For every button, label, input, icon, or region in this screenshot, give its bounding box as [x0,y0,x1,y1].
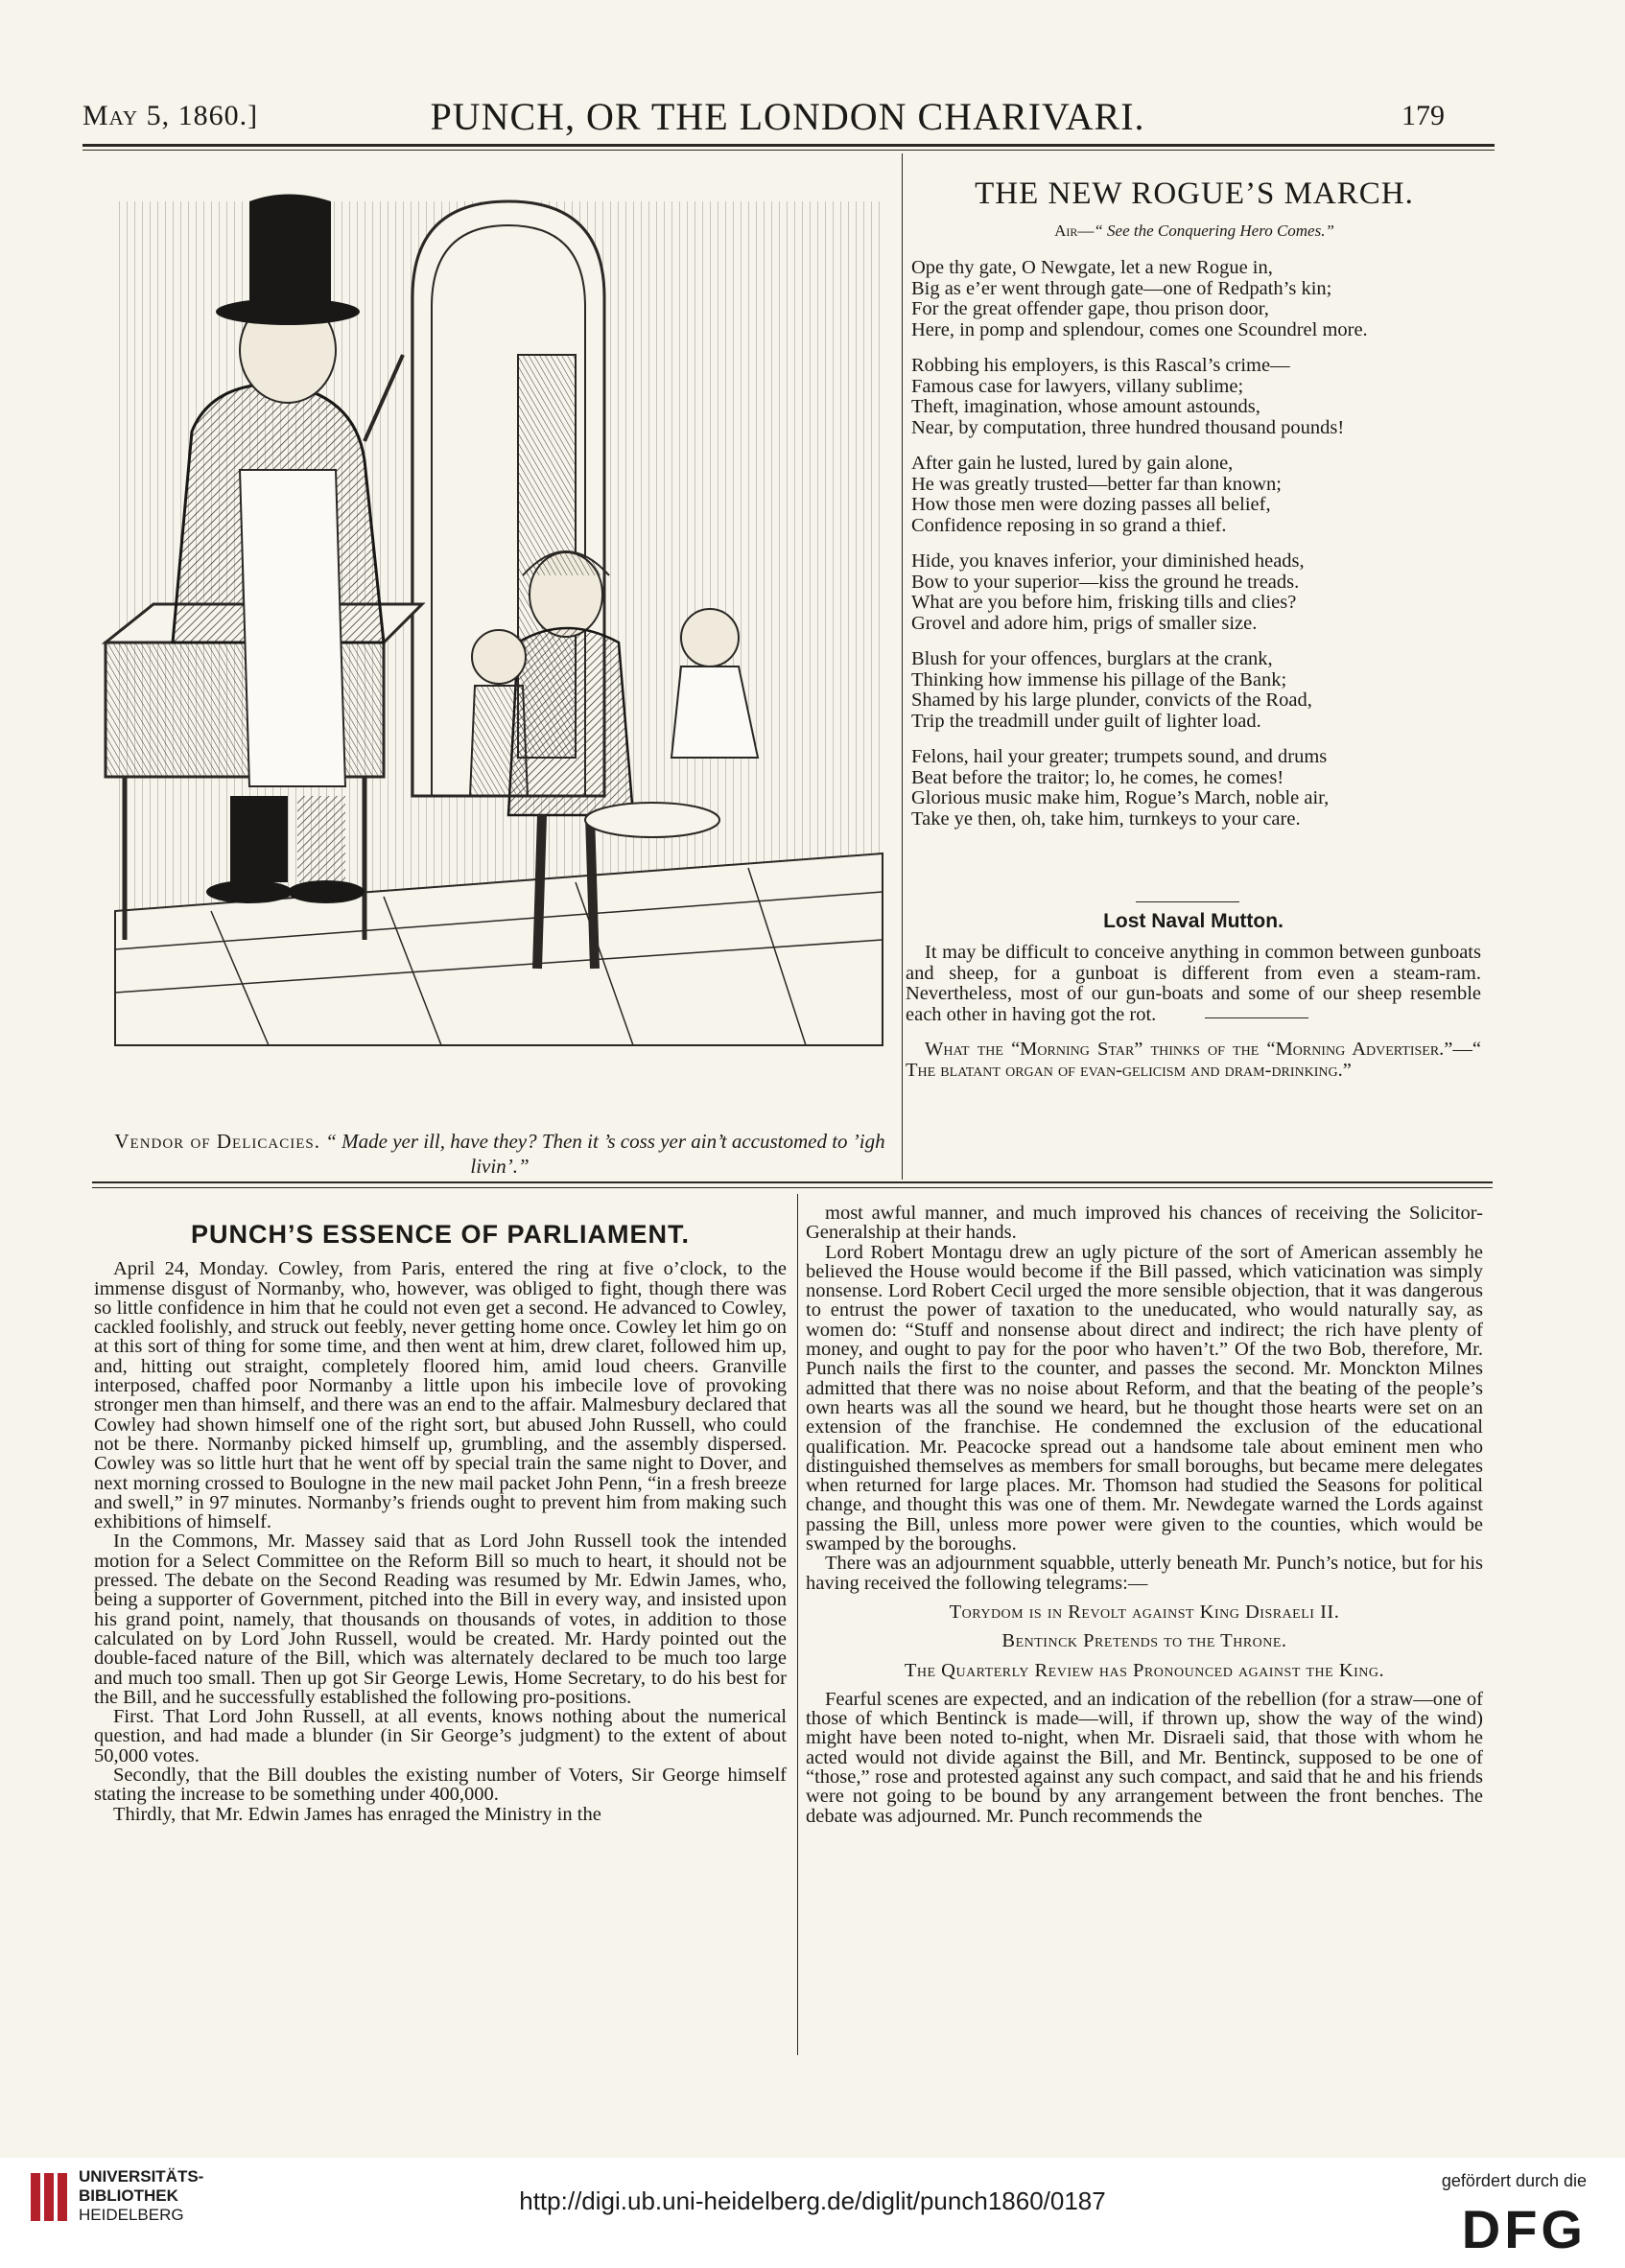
poem-stanza [911,258,1477,340]
lost-naval-body: It may be difficult to conceive anything in common between gunboats and sheep, for a gunboat is different from even a steam-ram. Nevertheless, most of our gun-boats and some of our sheep resemble each other in having got the rot. [906,942,1481,1025]
poem-line: Famous case for lawyers, villany sublime; [911,375,1244,397]
funded-by-text: gefördert durch die [1441,2171,1587,2190]
library-line-3: HEIDELBERG [79,2206,184,2224]
poem-line: Confidence reposing in so grand a thief. [911,514,1227,536]
poem-line: Hide, you knaves inferior, your diminished heads, [911,550,1305,572]
lost-naval-mutton-section [906,901,1481,1081]
cartoon-illustration [96,182,902,1141]
poem-line: Here, in pomp and splendour, comes one Scoundrel more. [911,318,1368,340]
poem-line: Beat before the traitor; lo, he comes, he comes! [911,766,1284,788]
closing-paragraph: Fearful scenes are expected, and an indication of the rebellion (for a straw—one of those of which Bentinck is made—will, if thrown up, show the way of the wind) might have been noted to-night, when Mr. Disraeli said, that those with whom he acted would not divide against the Bill, and Mr. Bentinck, supposed to be one of “those,” rose and protested against any such compact, and said that he and his friends were not going to be bound by any arrangement between the front benches. The debate was adjourned. Mr. Punch recommends the [806,1688,1483,1827]
section-divider-top [92,1181,1493,1183]
essence-right-paragraphs [806,1204,1483,1593]
essence-paragraph: April 24, Monday. Cowley, from Paris, entered the ring at five o’clock, to the immense disgust of Normanby, who, however, was obliged to fight, though there was so little confidence in him that he could not even get a second. He advanced to Cowley, cackled foolishly, and struck out feebly, never getting home once. Cowley let him go on at this sort of thing for some time, and then went at him, drew claret, followed him up, and, hitting out straight, completely floored him, amid loud cheers. Granville interposed, chaffed poor Normanby a little upon his imbecile love of provoking stronger men than himself, and there was an end to the affair. Malmesbury declared that Cowley had shown himself one of the right sort, but abused John Russell, who could not be there. Normanby picked himself up, grumbling, and the assembly dispersed. Cowley was so little hurt that he went off by special train the same night to Dover, and next morning crossed to Boulogne in the new mail packet John Penn, “in a fresh breeze and swell,” in 97 minutes. Normanby’s friends ought to prevent him from making such exhibitions of himself. [94,1258,787,1533]
essence-paragraph: In the Commons, Mr. Massey said that as Lord John Russell took the intended motion for a Select Committee on the Reform Bill so much to heart, it should not be pressed. The debate on the Second Reading was resumed by Mr. Edwin James, who, being a supporter of Government, pitched into the Bill in every way, and insisted upon his grand point, namely, that thousands on thousands of votes, in addition to those calculated on by Lord John Russell, would be created. Mr. Hardy pointed out the double-faced nature of the Bill, which was alternately declared to be much too large and much too small. Then up got Sir George Lewis, Home Secretary, to do his best for the Bill, and he successfully established the following pro-positions. [94,1531,787,1708]
poem-line: Ope thy gate, O Newgate, let a new Rogue in, [911,257,1273,278]
dfg-logo: DFG [1461,2199,1587,2259]
lost-naval-rule [1136,901,1239,902]
page-number: 179 [1401,100,1445,131]
essence-paragraph: Lord Robert Montagu drew an ugly picture of the sort of American assembly he believed the House would become if the Bill passed, which vaticination was simply nonsense. Lord Robert Cecil urged the more sensible objection, that it was dangerous to entrust the power of taxation to the uneducated, who would naturally say, as women do: “Stuff and nonsense about direct and indirect; the rich have plenty of money, and ought to pay for the poor who haven’t.” Of the two Bob, therefore, Mr. Punch nails the first to the counter, and passes the second. Mr. Monckton Milnes admitted that there was no noise about Reform, and that the beating of the people’s own hearts was all the sound we heard, but he thought those hearts were set on an extension of the franchise. He condemned the exclusion of the educational qualification. Mr. Peacocke spread out a handsome tale about eminent men who distinguished themselves as members for small boroughs, but became mere delegates when returned for large places. Mr. Thomson had studied the Seasons for political change, and thought this was one of them. Mr. Newdegate warned the Lords against passing the Bill, unless more power were given to the counties, which would be swamped by the boroughs. [806,1241,1483,1555]
library-line-2: BIBLIOTHEK [79,2186,178,2205]
poem-line: He was greatly trusted—better far than known; [911,473,1282,495]
poem-line: Trip the treadmill under guilt of lighter load. [911,710,1261,732]
header-rule-thick [82,144,1495,147]
lost-naval-title: Lost Naval Mutton. [1103,910,1284,932]
poem-line: Blush for your offences, burglars at the crank, [911,648,1273,669]
essence-paragraph: most awful manner, and much improved his chances of receiving the Solicitor-Generalship at their hands. [806,1203,1483,1244]
telegram-line: Bentinck Pretends to the Throne. [1001,1630,1287,1652]
poem-stanza [911,551,1477,634]
issue-date: May 5, 1860.] [82,100,259,131]
masthead: PUNCH, OR THE LONDON CHARIVARI. [430,95,1145,138]
poem-stanzas [911,258,1477,830]
poem-air [911,222,1477,241]
poem-line: For the great offender gape, thou prison door, [911,298,1269,319]
poem-line: Felons, hail your greater; trumpets sound, and drums [911,746,1328,767]
poem-line: Bow to your superior—kiss the ground he treads. [911,571,1300,593]
digital-url-link[interactable]: http://digi.ub.uni-heidelberg.de/diglit/punch1860/0187 [519,2186,1106,2215]
poem-line: What are you before him, frisking tills and clies? [911,592,1297,613]
telegram-line: Torydom is in Revolt against King Disraeli II. [949,1601,1340,1623]
telegram-list [806,1602,1483,1680]
poem-section [911,173,1477,845]
essence-left-paragraphs [94,1259,787,1824]
essence-paragraph: There was an adjournment squabble, utterly beneath Mr. Punch’s notice, but for his having received the following telegrams:— [806,1553,1483,1594]
caption-speaker: Vendor of Delicacies. [114,1130,320,1153]
poem-stanza [911,356,1477,438]
air-tune: “ See the Conquering Hero Comes.” [1094,222,1334,240]
lower-column-divider [797,1194,798,2055]
lost-naval-separator [1205,1017,1308,1018]
poem-line: How those men were dozing passes all belief, [911,494,1271,515]
poem-stanza [911,747,1477,830]
poem-line: Grovel and adore him, prigs of smaller size. [911,612,1258,634]
caption-quote: “ Made yer ill, have they? Then it ’s coss yer ain’t accustomed to ’igh livin’.” [325,1130,885,1178]
air-label: Air— [1054,222,1095,240]
library-line-1: UNIVERSITÄTS- [79,2167,204,2186]
page-header [82,94,1493,142]
poem-line: Theft, imagination, whose amount astounds, [911,396,1260,417]
poem-line: Thinking how immense his pillage of the Bank; [911,668,1287,690]
poem-title: THE NEW ROGUE’S MARCH. [975,176,1414,211]
top-column-divider [902,153,903,1180]
poem-line: Shamed by his large plunder, convicts of the Road, [911,690,1312,711]
essence-paragraph: Thirdly, that Mr. Edwin James has enraged the Ministry in the [113,1803,601,1825]
essence-right-column [806,1204,1483,1826]
essence-title: PUNCH’S ESSENCE OF PARLIAMENT. [190,1220,691,1249]
cartoon-caption [92,1129,907,1179]
section-divider-bottom [92,1187,1493,1188]
poem-line: Glorious music make him, Rogue’s March, noble air, [911,787,1330,808]
poem-stanza [911,454,1477,536]
poem-line: Near, by computation, three hundred thousand pounds! [911,416,1345,438]
poem-line: After gain he lusted, lured by gain alone, [911,453,1234,474]
essence-paragraph: Secondly, that the Bill doubles the existing number of Voters, Sir George himself stating the increase to be something under 400,000. [94,1765,787,1806]
poem-line: Big as e’er went through gate—one of Redpath’s kin; [911,277,1332,299]
telegram-line: The Quarterly Review has Pronounced against the King. [904,1659,1385,1681]
poem-stanza [911,649,1477,732]
poem-line: Take ye then, oh, take him, turnkeys to your care. [911,807,1301,830]
header-rule-thin [82,150,1495,151]
essence-left-column [94,1204,787,1824]
morning-star-paragraph: What the “Morning Star” thinks of the “Morning Advertiser.”—“ The blatant organ of evan-gelicism and dram-drinking.” [906,1039,1481,1081]
poem-line: Robbing his employers, is this Rascal’s crime— [911,355,1290,376]
essence-paragraph: First. That Lord John Russell, at all events, knows nothing about the numerical question, and had made a blunder (in Sir George’s judgment) to the extent of about 50,000 votes. [94,1706,787,1766]
